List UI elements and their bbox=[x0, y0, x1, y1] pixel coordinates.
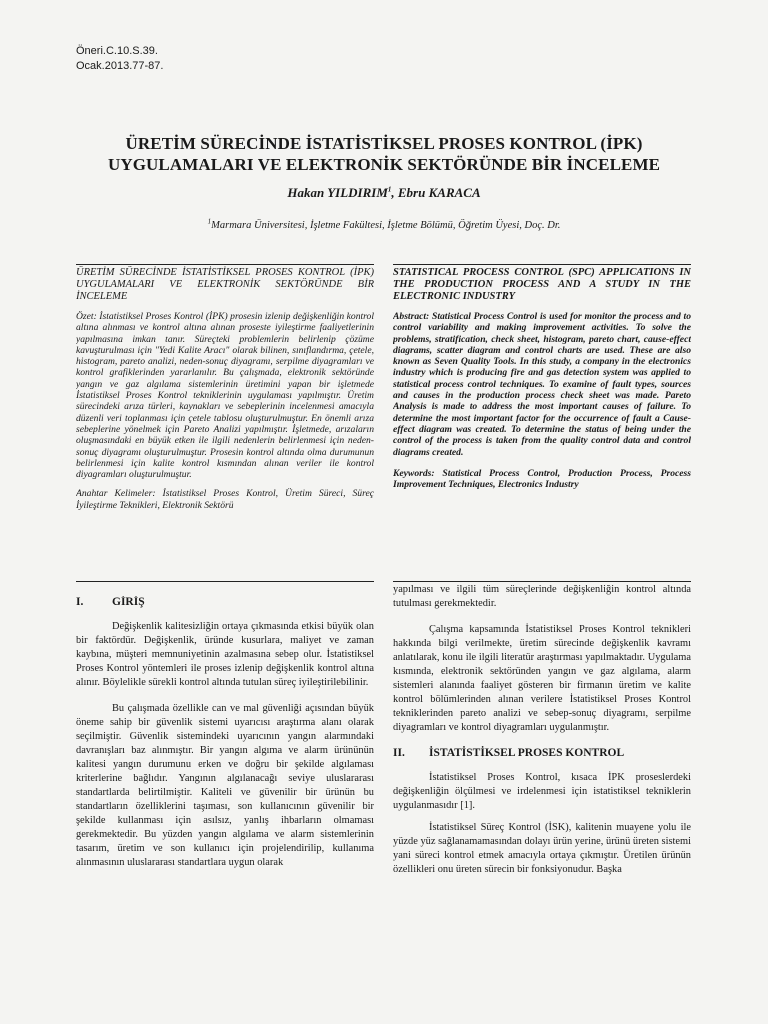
author-line bbox=[0, 185, 768, 201]
affiliation bbox=[0, 217, 768, 231]
paragraph: İstatistiksel Proses Kontrol, kısaca İPK proseslerdeki değişkenliğin ölçülmesi ve irdelenmesi için istatistiksel tekniklerin uygulanmasıdır [1]. bbox=[393, 772, 691, 811]
paper-title bbox=[40, 133, 728, 175]
affiliation-mark: 1 bbox=[207, 217, 212, 226]
author-2: Ebru KARACA bbox=[397, 185, 481, 200]
abstract-turkish bbox=[76, 264, 374, 582]
section-title: GİRİŞ bbox=[112, 596, 145, 608]
journal-date-pages: Ocak.2013.77-87. bbox=[76, 60, 164, 72]
author-1: Hakan YILDIRIM bbox=[287, 185, 388, 200]
abstract-turkish-body: Özet: İstatistiksel Proses Kontrol (İPK) prosesin izlenip değişkenliğin kontrol altına alınması ve kontrol altına alınan proseste iyileştirme faaliyetlerinin yapılmasına imkan tanır. Süreçteki problemlerin belirlenip çözüme kavuşturulması için "Yedi Kalite Aracı" olarak bilinen, sınıflandırma, çetele, histogram, pareto analizi, neden-sonuç diyagramı, serpilme diyagramları ve kontrol grafiklerinden yararlanılır. Bu çalışmada, elektronik sektöründe yangın ve gaz algılama sistemlerinin üretimini yapan bir işletmede İstatistiksel Proses Kontrol tekniklerinin uygulaması yapılmıştır. Üretim sürecindeki arıza türleri, kaynakları ve sebeplerinin incelenmesi amacıyla düzenli veri toplanması için çetele tablosu oluşturulmuştur. En önemli arıza sebeplerine yönelmek için Pareto Analizi yapılmıştır. İşletmede, arızaların oluşmasındaki en büyük etken ile ilgili nedenlerin belirlenmesi için neden-sonuç diyagramı oluşturulmuştur. Prosesin kontrol altında olma durumunun belirlenmesi için kalite kontrol kısmından alınan veriler ile kontrol diyagramları oluşturulmuştur. bbox=[76, 311, 374, 481]
body-column-right bbox=[393, 583, 691, 1020]
author-1-affiliation-mark: 1 bbox=[387, 185, 392, 194]
affiliation-text: Marmara Üniversitesi, İşletme Fakültesi, İşletme Bölümü, Öğretim Üyesi, Doç. Dr. bbox=[211, 220, 561, 231]
paragraph-continued: yapılması ve ilgili tüm süreçlerinde değişkenliğin kontrol altında tutulması gerekmektedir. bbox=[393, 584, 691, 609]
paragraph: İstatistiksel Süreç Kontrol (İSK), kalitenin muayene yolu ile yüzde yüz sağlanamamasından dolayı ürün yerine, ürünü üreten sistemi yani süreci kontrol etmek amacıyla ortaya çıkmıştır. Üretilen ürünün özellikleri onu üreten sürecin bir fonksiyonudur. Başka bbox=[393, 822, 691, 875]
section-number: I. bbox=[76, 596, 84, 608]
keywords-english: Keywords: Statistical Process Control, Production Process, Process Improvement Techniques, Electronics Industry bbox=[393, 467, 691, 491]
abstract-english-title: STATISTICAL PROCESS CONTROL (SPC) APPLICATIONS IN THE PRODUCTION PROCESS AND A STUDY IN THE ELECTRONIC INDUSTRY bbox=[393, 267, 691, 302]
journal-issue: Öneri.C.10.S.39. bbox=[76, 45, 158, 57]
journal-citation bbox=[76, 44, 163, 74]
keywords-turkish: Anahtar Kelimeler: İstatistiksel Proses Kontrol, Üretim Süreci, Süreç İyileştirme Teknikleri, Elektronik Sektörü bbox=[76, 488, 374, 511]
author-separator: , bbox=[391, 185, 398, 200]
section-heading-spc bbox=[393, 747, 691, 759]
paragraph: Bu çalışmada özellikle can ve mal güvenliği açısından büyük öneme sahip bir güvenlik sistemi uyarıcısı araştırma alanı olarak seçilmiştir. Güvenlik sistemindeki uyarıcının yangın alarmındaki davranışları baz alınmıştır. Bir yangın algıma ve alarm ürününün kalitesi yangın durumunu erken ve doğru bir şekilde algılaması kriterlerine bağlıdır. Yangının algılanacağı seviye uluslararası standartlarda belirtilmiştir. Kaliteli ve güvenilir bir ürünün bu standartların özelliklerini taşıması, son kullanıcının güvenilir bir şekilde kullanması için asılsız, yanlış ihbarların olmaması gerekmektedir. Bu yüzden yangın algılama ve alarm sistemlerinin tasarım, üretim ve son kullanıcı için projelendirilip, kullanıma alınmasının uluslararası standartlara uygun olarak bbox=[76, 703, 374, 868]
paper-title-line-2: UYGULAMALARI VE ELEKTRONİK SEKTÖRÜNDE BİR İNCELEME bbox=[107, 155, 661, 174]
section-heading-intro bbox=[76, 596, 374, 608]
paragraph: Çalışma kapsamında İstatistiksel Proses Kontrol teknikleri hakkında bilgi verilmekte, üretim sürecinde değişkenlik kavramı anlatılarak, konu ile ilgili literatür araştırması yapılmaktadır. Uygulama kısmında, elektronik sektöründen yangın ve gaz algılama, alarm sistemleri alanında faaliyet gösteren bir firmanın üretim ve kalite kontrol bölümlerinden alınan verilere İstatistiksel Proses Kontrol tekniklerinden pareto analizi ve sebep-sonuç diyagramı, serpilme diyagramları ve kontrol diyagramları uygulanmıştır. bbox=[393, 624, 691, 733]
abstract-english-body: Abstract: Statistical Process Control is used for monitor the process and to control variability and making improvement activities. To solve the problems, stratification, check sheet, histogram, pareto chart, cause-effect diagrams, scatter diagram and control charts are used. These are also known as Seven Quality Tools. In this study, a company in the electronics industry which is producing fire and gas detection system was applied to statistical process control techniques. To examine of fault types, sources and causes in the production process check sheet was made. Pareto Analysis is made to address the most important causes of failure. To determine the most important factor for the occurrence of fault a Cause-effect diagram was created. To determine the status of being under the control of the process is taken from the quality control data and control diagrams created. bbox=[393, 311, 691, 458]
section-title: İSTATİSTİKSEL PROSES KONTROL bbox=[429, 747, 625, 759]
paper-title-line-1: ÜRETİM SÜRECİNDE İSTATİSTİKSEL PROSES KONTROL (İPK) bbox=[125, 134, 643, 153]
paragraph: Değişkenlik kalitesizliğin ortaya çıkmasında etkisi büyük olan bir faktördür. Değişkenlik, üründe kusurlara, maliyet ve zaman kaybına, müşteri memnuniyetinin azalmasına sebep olur. İstatistiksel Proses Kontrol yöntemleri ile proses izlenip değişkenlik kontrol altına alınır. Böylelikle sürekli kontrol altında tutulan süreç iyileştirilebilinir. bbox=[76, 621, 374, 688]
section-number: II. bbox=[393, 747, 405, 759]
abstract-turkish-title: ÜRETİM SÜRECİNDE İSTATİSTİKSEL PROSES KONTROL (İPK) UYGULAMALARI VE ELEKTRONİK SEKTÖRÜNDE BİR İNCELEME bbox=[76, 267, 374, 302]
abstract-english bbox=[393, 264, 691, 582]
body-column-left bbox=[76, 596, 374, 1020]
